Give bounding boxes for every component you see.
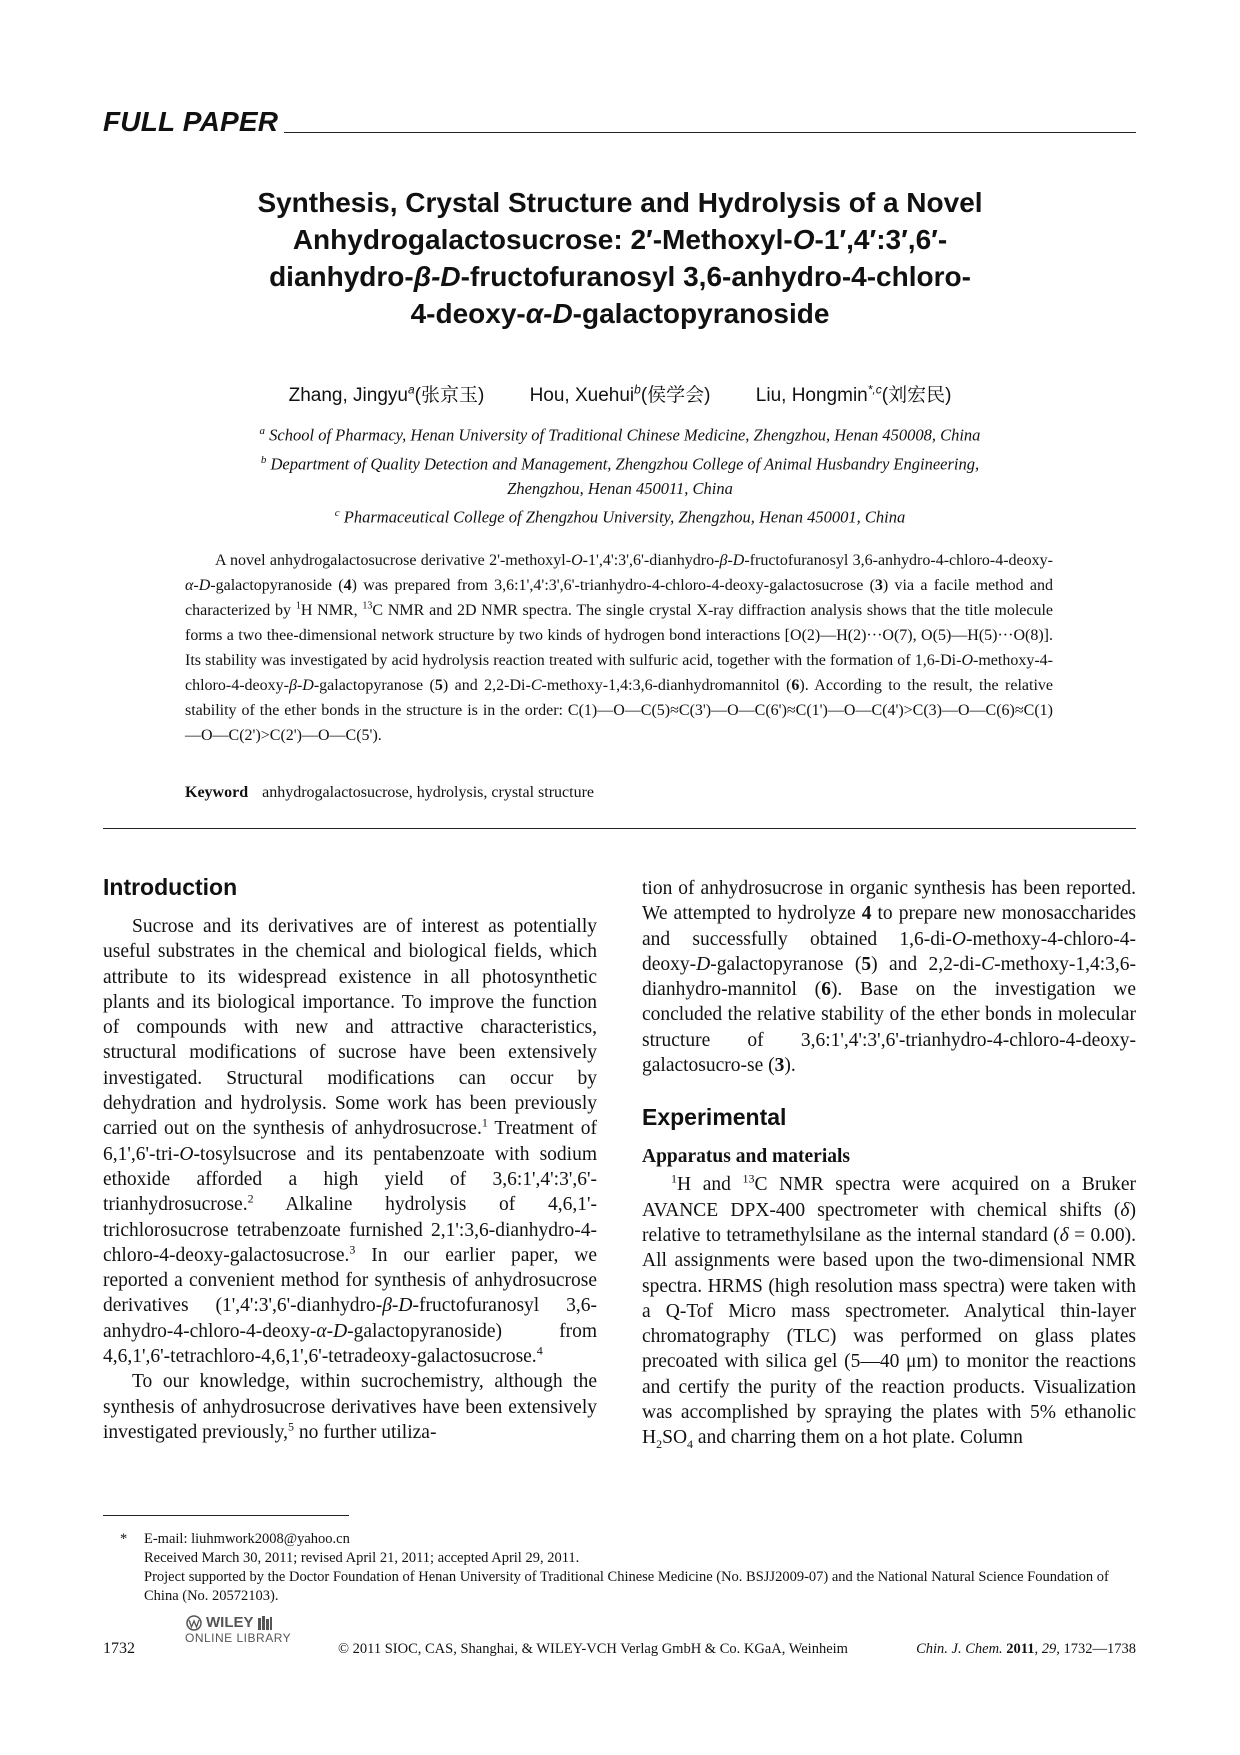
paper-title xyxy=(195,184,1045,332)
author: Hou, Xuehui$^b$(侯学会) xyxy=(529,382,711,406)
footnote-divider xyxy=(103,1515,349,1516)
left-column xyxy=(103,872,597,1445)
title-line-4: 4-deoxy-α-D-galactopyranoside xyxy=(410,298,830,329)
wiley-logo-top: WILEY xyxy=(185,1614,295,1631)
intro-paragraph-2: To our knowledge, within sucrochemistry, although the synthesis of anhydrosucrose derivatives have been extensively investigated previously,$^5$ no further utiliza- xyxy=(103,1371,597,1443)
title-line-2: Anhydrogalactosucrose: 2′-Methoxyl-O-1′,4′:3′,6′- xyxy=(292,224,948,255)
wiley-logo xyxy=(185,1614,295,1645)
footnote-email: * E-mail: liuhmwork2008@yahoo.cn xyxy=(120,1531,350,1547)
abstract-divider xyxy=(103,828,1136,829)
affiliation-c: $^c$ Pharmaceutical College of Zhengzhou University, Zhengzhou, Henan 450001, China xyxy=(334,507,906,527)
author: Zhang, Jingyu$^a$(张京玉) xyxy=(288,382,485,406)
title-line-3: dianhydro-β-D-fructofuranosyl 3,6-anhydro-4-chloro- xyxy=(269,261,971,292)
keywords-label: Keyword xyxy=(185,784,249,801)
copyright-notice: © 2011 SIOC, CAS, Shanghai, & WILEY-VCH Verlag GmbH & Co. KGaA, Weinheim xyxy=(338,1641,848,1657)
affiliations xyxy=(150,419,1090,530)
title-line-1: Synthesis, Crystal Structure and Hydrolysis of a Novel xyxy=(257,187,983,218)
author-list xyxy=(160,380,1080,407)
page-number: 1732 xyxy=(103,1640,135,1657)
footnote-received: Received March 30, 2011; revised April 21, 2011; accepted April 29, 2011. xyxy=(144,1550,580,1566)
intro-paragraph-2-cont: tion of anhydrosucrose in organic synthesis has been reported. We attempted to hydrolyze 4 to prepare new monosaccharides and successfully obtained 1,6-di-O-methoxy-4-chloro-4-deoxy-D-galactopyranose (5) and 2,2-di-C-methoxy-1,4:3,6-dianhydro-mannitol (6). Base on the investigation we concluded the relative stability of the ether bonds in molecular structure of 3,6:1',4':3',6'-trianhydro-4-chloro-4-deoxy-galactosucro-se (3). xyxy=(642,878,1137,1077)
experimental-heading: Experimental xyxy=(642,1104,787,1131)
apparatus-heading: Apparatus and materials xyxy=(642,1146,851,1168)
journal-reference: Chin. J. Chem. 2011, 29, 1732—1738 xyxy=(916,1641,1136,1657)
keywords-text: anhydrogalactosucrose, hydrolysis, crystal structure xyxy=(262,784,595,801)
affiliation-b: $^b$ Department of Quality Detection and Management, Zhengzhou College of Animal Husbandry Engineering, xyxy=(260,453,980,473)
header-rule xyxy=(284,132,1136,133)
wiley-logo-bottom: ONLINE LIBRARY xyxy=(185,1631,292,1645)
book-stack-icon xyxy=(257,1616,273,1630)
section-label: FULL PAPER xyxy=(103,106,279,137)
introduction-heading: Introduction xyxy=(103,874,238,900)
apparatus-paragraph: $^1$H and $^{13}$C NMR spectra were acquired on a Bruker AVANCE DPX-400 spectrometer with chemical shifts (δ) relative to tetramethylsilane as the internal standard (δ = 0.00). All assignments were based upon the two-dimensional NMR spectra. HRMS (high resolution mass spectra) were taken with a Q-Tof Micro mass spectrometer. Analytical thin-layer chromatography (TLC) was performed on glass plates precoated with silica gel (5—40 μm) to monitor the reactions and certify the purity of the reaction products. Visualization was accomplished by spraying the plates with 5% ethanolic $H_2SO_4$ and charring them on a hot plate. Column xyxy=(642,1171,1136,1452)
footnote-funding: Project supported by the Doctor Foundation of Henan University of Traditional Chinese Medicine (No. BSJJ2009-07) and the National Natural Science Foundation of China (No. 20572103). xyxy=(144,1569,1109,1604)
abstract: A novel anhydrogalactosucrose derivative 2'-methoxyl-O-1',4':3',6'-dianhydro-β-D-fructofuranosyl 3,6-anhydro-4-chloro-4-deoxy-α-D-galactopyranoside (4) was prepared from 3,6:1',4':3',6'-trianhydro-4-chloro-4-deoxy-galactosucrose (3) via a facile method and characterized by $^1$H NMR, $^{13}$C NMR and 2D NMR spectra. The single crystal X-ray diffraction analysis shows that the title molecule forms a two thee-dimensional network structure by two kinds of hydrogen bond interactions [O(2)—H(2)···O(7), O(5)—H(5)···O(8)]. Its stability was investigated by acid hydrolysis reaction treated with sulfuric acid, together with the formation of 1,6-Di-O-methoxy-4-chloro-4-deoxy-β-D-galactopyranose (5) and 2,2-Di-C-methoxy-1,4:3,6-dianhydromannitol (6). According to the result, the relative stability of the ether bonds in the structure is in the order: C(1)—O—C(5)≈C(3')—O—C(6')≈C(1')—O—C(4')>C(3)—O—C(6)≈C(1)—O—C(2')>C(2')—O—C(5'). xyxy=(185,552,1054,744)
affiliation-b-cont: Zhengzhou, Henan 450011, China xyxy=(507,479,733,498)
keywords xyxy=(185,784,594,802)
intro-paragraph-1: Sucrose and its derivatives are of interest as potentially useful substrates in the chemical and biological fields, which attribute to its widespread existence in all photosynthetic plants and its biological importance. To improve the function of compounds with new and attractive characteristics, structural modifications of sucrose have been extensively investigated. Structural modifications can occur by dehydration and hydrolysis. Some work has been previously carried out on the synthesis of anhydrosucrose.$^1$ Treatment of 6,1',6'-tri-O-tosylsucrose and its pentabenzoate with sodium ethoxide afforded a high yield of 3,6:1',4':3',6'-trianhydrosucrose.$^2$ Alkaline hydrolysis of 4,6,1'-trichlorosucrose tetrabenzoate furnished 2,1':3,6-dianhydro-4-chloro-4-deoxy-galactosucrose.$^3$ In our earlier paper, we reported a convenient method for synthesis of anhydrosucrose derivatives (1',4':3',6'-dianhydro-β-D-fructofuranosyl 3,6-anhydro-4-chloro-4-deoxy-α-D-galactopyranoside) from 4,6,1',6'-tetrachloro-4,6,1',6'-tetradeoxy-galactosucrose.$^4$ xyxy=(103,916,597,1368)
wiley-emblem-icon xyxy=(185,1615,203,1631)
footnotes xyxy=(120,1530,1136,1606)
affiliation-a: $^a$ School of Pharmacy, Henan University of Traditional Chinese Medicine, Zhengzhou, Henan 450008, China xyxy=(259,425,981,445)
author: Liu, Hongmin$^{*,c}$(刘宏民) xyxy=(755,382,952,406)
right-column xyxy=(642,876,1136,1451)
